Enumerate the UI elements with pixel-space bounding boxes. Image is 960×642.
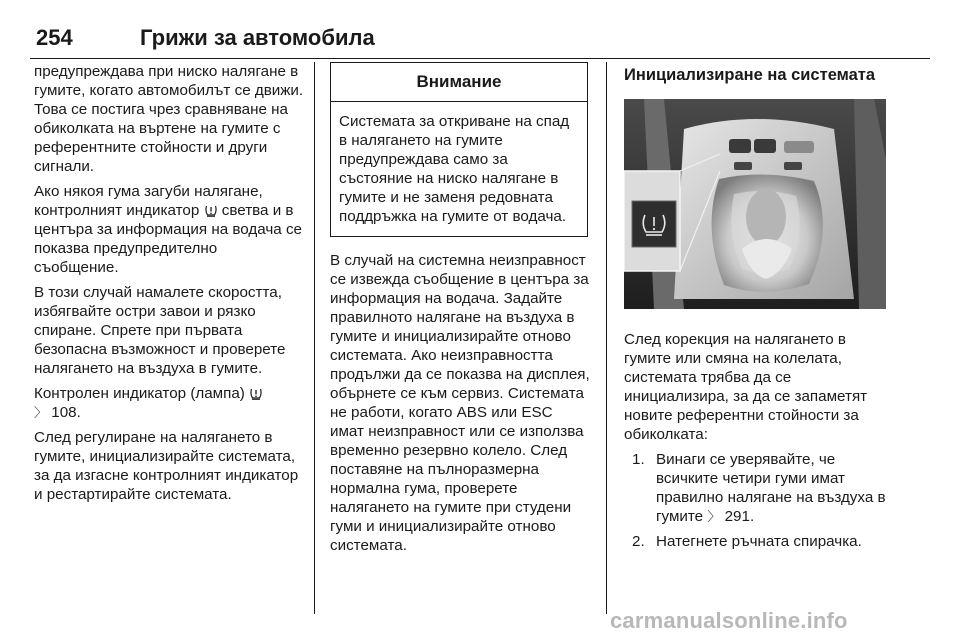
- page-header: [30, 22, 930, 59]
- tire-pressure-warning-icon: [205, 204, 217, 217]
- paragraph: В този случай намалете скоростта, избягвайте остри завои и рязко спиране. Спрете при първата безопасна възможност и проверете налягането на въздуха в гумите.: [34, 284, 286, 377]
- paragraph: Контролен индикатор (лампа) 〉 108.: [34, 384, 304, 422]
- page-reference-link[interactable]: 291.: [724, 508, 755, 525]
- paragraph: предупреждава при ниско налягане в гумите, когато автомобилът се движи. Това се постига чрез сравняване на обиколката на въртене на гумите с референтните стойности и други сигнали.: [34, 63, 304, 175]
- column-divider: [606, 62, 607, 614]
- warning-box: [330, 62, 588, 237]
- warning-title: Внимание: [331, 63, 587, 102]
- section-title: Инициализиране на системата: [624, 66, 876, 84]
- list-item: 2. Натегнете ръчната спирачка.: [632, 533, 862, 550]
- list-item: 1. Винаги се уверявайте, че всичките четири гуми имат правилно налягане на въздуха в гумите 〉 291.: [632, 451, 886, 525]
- paragraph: В случай на системна неизправност се извежда съобщение в центъра за информация на водача. Задайте правилното налягане на въздуха в гумите и инициализирайте отново системата. Ако неизправността продължи да се показва на дисплея, обърнете се към сервиз. Системата не работи, когато ABS или ESC имат неизправност или се използва временно резервно колело. След поставяне на пълноразмерна нормална гума, проверете налягането на гумите при студени гуми и инициализирайте отново системата.: [330, 252, 590, 554]
- paragraph: След регулиране на налягането в гумите, инициализирайте системата, за да изгасне контролният индикатор и рестартирайте системата.: [34, 429, 299, 503]
- paragraph: След корекция на налягането в гумите или смяна на колелата, системата трябва да се инициализира, за да се запаметят новите референтни стойности за обиколката:: [624, 331, 868, 443]
- chapter-title: Грижи за автомобила: [140, 25, 375, 50]
- page-reference-arrow-icon: 〉: [707, 509, 721, 524]
- steps-list: [624, 450, 894, 551]
- column-divider: [314, 62, 315, 614]
- paragraph: Ако някоя гума загуби налягане, контролният индикатор светва и в центъра за информация на водача се показва предупредително съобщение.: [34, 183, 302, 276]
- column-left: [34, 62, 304, 510]
- watermark: carmanualsonline.info: [610, 608, 848, 633]
- column-middle: [330, 62, 590, 561]
- page-reference-link[interactable]: 108.: [51, 404, 81, 421]
- page-number: 254: [36, 25, 73, 50]
- page-reference-arrow-icon: 〉: [34, 405, 48, 420]
- warning-text: Системата за откриване на спад в налягането на гумите предупреждава само за състояние на ниско налягане в гумите и не заменя редовната поддръжка на гумите от водача.: [339, 113, 570, 225]
- tire-pressure-warning-icon: [250, 387, 262, 400]
- column-right: [624, 62, 894, 557]
- center-console-illustration: [624, 99, 886, 309]
